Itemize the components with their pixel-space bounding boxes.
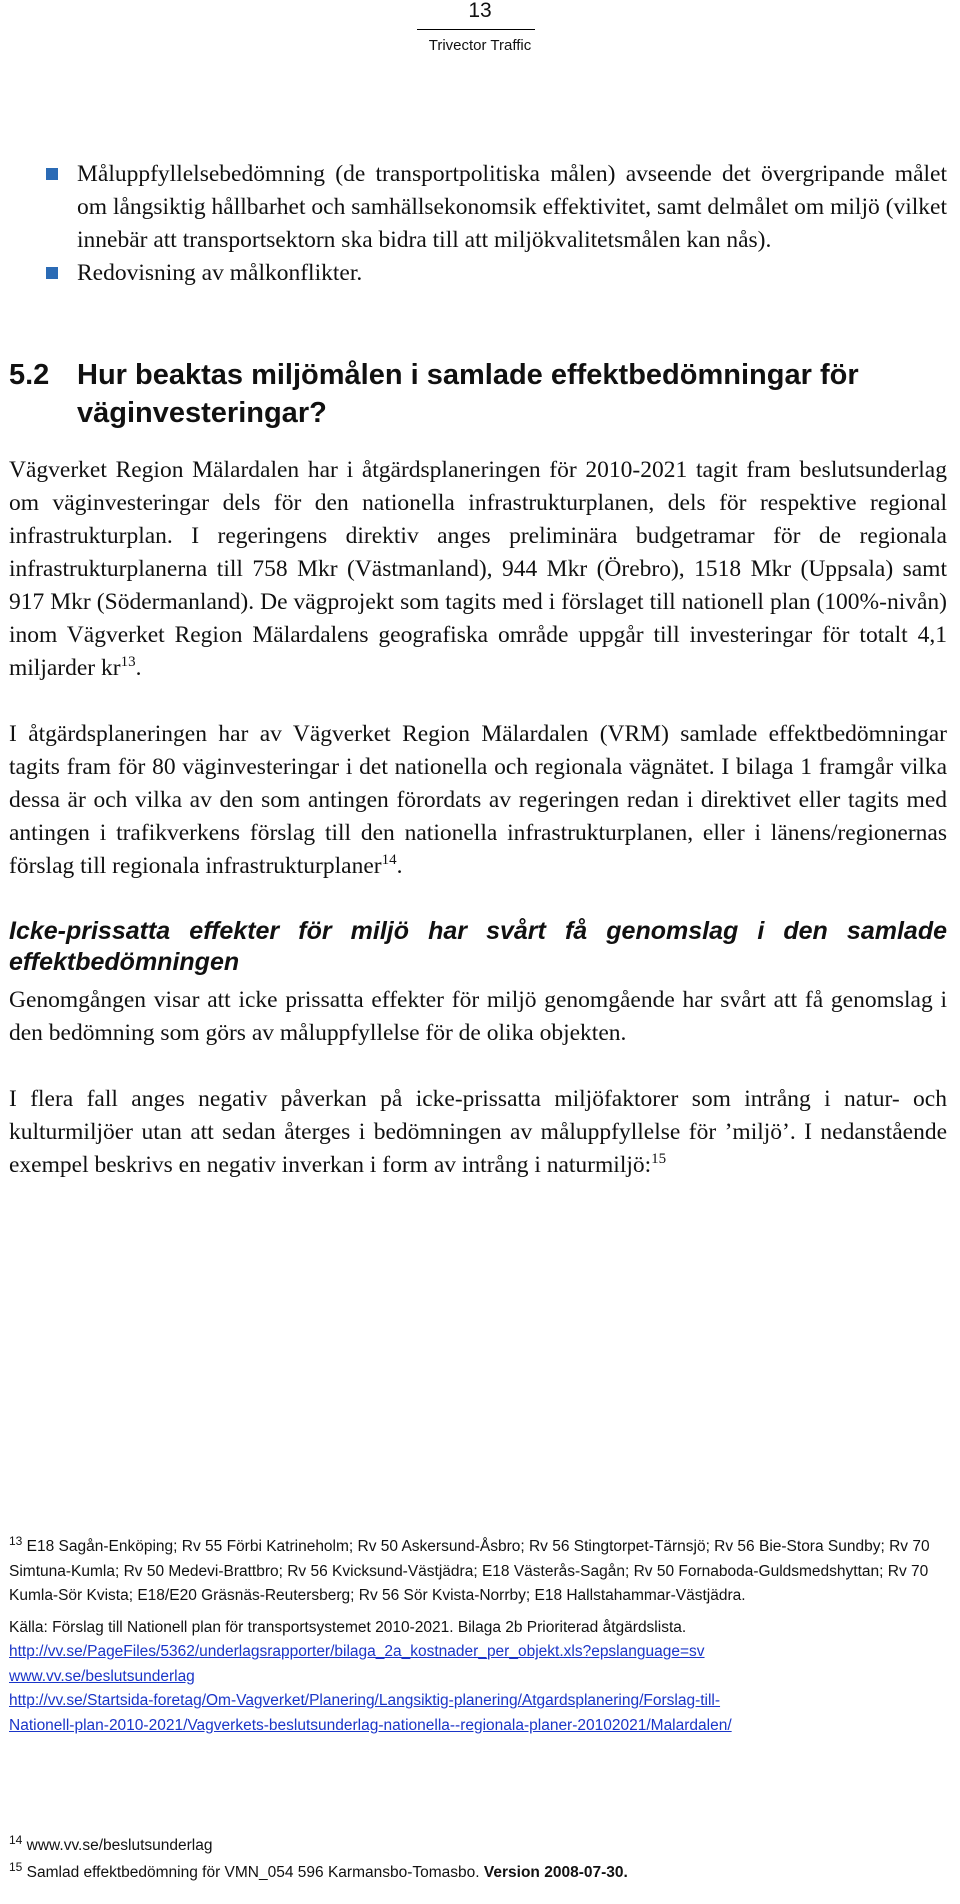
footnote-ref: 13 [120, 654, 136, 670]
header-rule [417, 29, 535, 30]
header-title: Trivector Traffic [428, 37, 532, 54]
footnote-version: Version 2008-07-30. [483, 1864, 628, 1881]
footnote-ref: 14 [381, 852, 397, 868]
footnote-text: www.vv.se/beslutsunderlag [26, 1837, 213, 1854]
footnote-number: 15 [9, 1860, 23, 1874]
section-number: 5.2 [9, 359, 50, 391]
footnote-source: Källa: Förslag till Nationell plan för transportsystemet 2010-2021. Bilaga 2b Prioriterad åtgärdslista. [9, 1618, 687, 1636]
paragraph-text: I flera fall anges negativ påverkan på icke-prissatta miljöfaktorer som intrång i natur- och kulturmiljöer utan att sedan återges i bedömningen av måluppfyllelse för ’miljö’. I nedanstående exempel beskrivs en negativ inverkan i form av intrång i naturmiljö: [9, 1086, 947, 1178]
footnote-14 [9, 1832, 947, 1859]
paragraph: Genomgången visar att icke prissatta effekter för miljö genomgående har svårt att få genomslag i den bedömning som görs av måluppfyllelse för de olika objekten. [9, 987, 947, 1046]
footnote-link[interactable] [9, 1689, 947, 1738]
bullet-item [9, 158, 947, 257]
footnote-text: E18 Sagån-Enköping; Rv 55 Förbi Katrineholm; Rv 50 Askersund-Åsbro; Rv 56 Stingtorpet-Tärnsjö; Rv 56 Bie-Stora Sundby; Rv 70 Simtuna-Kumla; Rv 50 Medevi-Brattbro; Rv 56 Kvicksund-Västjädra; E18 Västerås-Sagån; Rv 50 Fornaboda-Guldsmedshyttan; Rv 70 Kumla-Sör Kvista; E18/E20 Gräsnäs-Reutersberg; Rv 56 Sör Kvista-Norrby; E18 Hallstahammar-Västjädra. [9, 1538, 930, 1604]
paragraph-end: . [396, 853, 403, 879]
footnote-13 [9, 1535, 947, 1609]
bullet-text: Måluppfyllelsebedömning (de transportpolitiska målen) avseende det övergripande målet om långsiktig hållbarhet och samhällsekonomsik effektivitet, samt delmålet om miljö (vilket innebär att transportsektorn ska bidra till att miljökvalitetsmålen kan nås). [77, 161, 947, 253]
bullet-item [9, 257, 947, 290]
paragraph [9, 718, 947, 883]
bullet-text: Redovisning av målkonflikter. [77, 260, 363, 286]
paragraph [9, 454, 947, 685]
footnote-15 [9, 1859, 947, 1886]
footnote-link-part: Nationell-plan-2010-2021/Vagverkets-beslutsunderlag-nationella--regionala-planer-20102021/Malardalen/ [9, 1716, 732, 1734]
section-title: Hur beaktas miljömålen i samlade effektbedömningar för väginvesteringar? [77, 359, 859, 429]
footnote-number: 13 [9, 1534, 23, 1548]
footnote-link[interactable]: http://vv.se/PageFiles/5362/underlagsrapporter/bilaga_2a_kostnader_per_objekt.xls?epslanguage=sv [9, 1643, 705, 1660]
footnote-ref: 15 [651, 1151, 667, 1167]
subheading: Icke-prissatta effekter för miljö har svårt få genomslag i den samlade effektbedömningen [9, 917, 947, 976]
square-bullet-icon [46, 267, 58, 279]
paragraph-text: I åtgärdsplaneringen har av Vägverket Region Mälardalen (VRM) samlade effektbedömningar tagits fram för 80 väginvesteringar i det nationella och regionala vägnätet. I bilaga 1 framgår vilka dessa är och vilka av den som antingen förordats av regeringen redan i direktivet eller tagits med antingen i trafikverkens förslag till den nationella infrastrukturplanen, eller i länens/regionernas förslag till regionala infrastrukturplaner [9, 721, 947, 879]
footnote-link-part: http://vv.se/Startsida-foretag/Om-Vagverket/Planering/Langsiktig-planering/Atgardsplanering/Forslag-till- [9, 1692, 721, 1709]
section-heading [9, 356, 947, 432]
footnote-area [9, 1535, 947, 1738]
square-bullet-icon [46, 168, 58, 180]
footnote-number: 14 [9, 1833, 23, 1847]
main-content [9, 158, 947, 1215]
page-number: 13 [468, 0, 492, 22]
footnote-text: Samlad effektbedömning för VMN_054 596 Karmansbo-Tomasbo. [26, 1864, 480, 1881]
footnote-link[interactable]: www.vv.se/beslutsunderlag [9, 1667, 195, 1685]
bullet-list [9, 158, 947, 290]
footnote-bottom [9, 1832, 947, 1886]
paragraph-end: . [135, 655, 142, 681]
paragraph-text: Vägverket Region Mälardalen har i åtgärdsplaneringen för 2010-2021 tagit fram beslutsunderlag om väginvesteringar dels för den nationella infrastrukturplanen, dels för respektive regional infrastrukturplan. I regeringens direktiv anges preliminära budgetramar för de regionala infrastrukturplanerna till 758 Mkr (Västmanland), 944 Mkr (Örebro), 1518 Mkr (Uppsala) samt 917 Mkr (Södermanland). De vägprojekt som tagits med i förslaget till nationell plan (100%-nivån) inom Vägverket Region Mälardalens geografiska område uppgår till investeringar för totalt 4,1 miljarder kr [9, 457, 947, 681]
paragraph [9, 1083, 947, 1182]
